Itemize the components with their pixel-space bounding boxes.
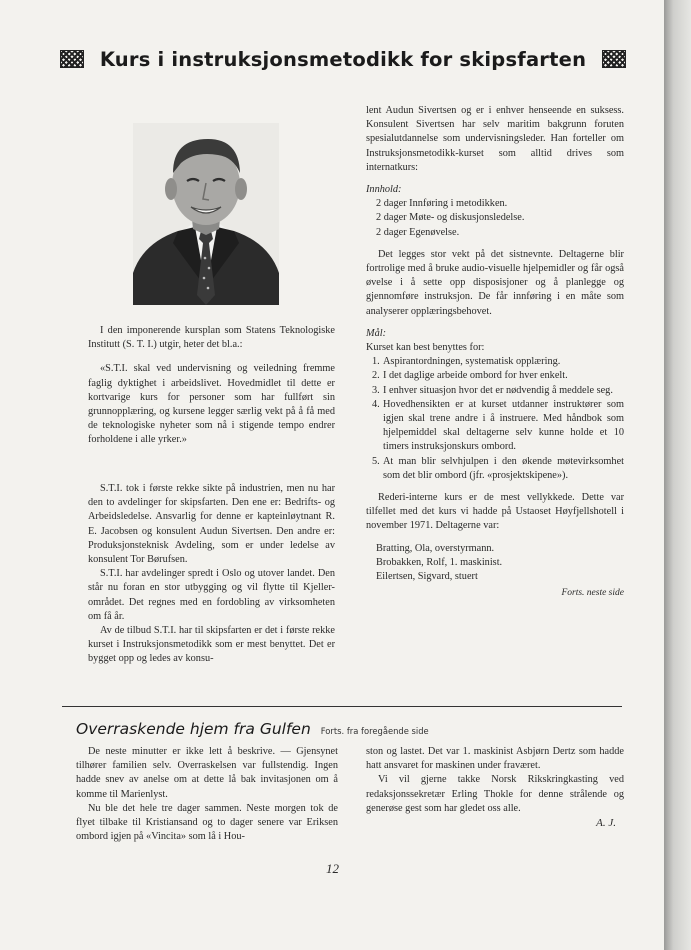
ornament-right-icon (602, 50, 626, 68)
left-column-intro (88, 324, 335, 448)
body-paragraph: lent Audun Sivertsen og er i enhver henseende en suksess. Konsulent Sivertsen har selv maritim bakgrunn foruten spesialutdannelse som undervisningsleder. Han forteller om Instruksjonsmetodikk-kurset som alltid drives som internatkurs: (366, 105, 624, 173)
body-paragraph: De neste minutter er ikke lett å beskrive. — Gjensynet tilhører familien selv. Overraskelsen var fullstendig. Ingen hadde snev av anelse om at dette lå bak invitasjonen om å komme til Marienlyst. (76, 746, 338, 800)
participant: Bratting, Ola, overstyrmann. (376, 542, 495, 554)
body-paragraph: Av de tilbud S.T.I. har til skipsfarten er det i første rekke kurset i Instruksjonsmetodikk som er mest benyttet. Det er bygget opp og ledes av konsu- (88, 625, 335, 665)
innhold-item: 2 dager Innføring i metodikken. (376, 198, 508, 210)
signature: A. J. (596, 817, 616, 830)
maal-list (366, 355, 624, 483)
continued-note: Forts. neste side (561, 588, 624, 599)
body-paragraph: Vi vil gjerne takke Norsk Rikskringkasting ved redaksjonssekretær Erling Thokle for denne strålende og generøse gest som har gledet oss alle. (366, 774, 624, 814)
maal-label: Mål: (366, 327, 387, 339)
bottom-left-column (76, 745, 338, 844)
participant: Brobakken, Rolf, 1. maskinist. (376, 556, 503, 568)
page-title: Kurs i instruksjonsmetodikk for skipsfarten (99, 47, 587, 71)
portrait-illustration (133, 123, 279, 305)
body-paragraph: S.T.I. har avdelinger spredt i Oslo og utover landet. Den står nu foran en stor utbygging og vil flytte til Kjeller-området. Det regnes med en fordobling av virksomheten om få år. (88, 568, 335, 622)
bottom-article-header (76, 720, 429, 738)
bottom-article-title: Overraskende hjem fra Gulfen (76, 720, 311, 738)
participant: Eilertsen, Sigvard, stuert (376, 571, 478, 583)
continued-from-note: Forts. fra foregående side (320, 726, 429, 736)
innhold-item: 2 dager Egenøvelse. (376, 226, 460, 238)
scan-page-edge (664, 0, 691, 950)
list-item: 2. I det daglige arbeide ombord for hver enkelt. (372, 370, 568, 382)
body-paragraph: Nu ble det hele tre dager sammen. Neste morgen tok de flyet tilbake til Kristiansand og to dager senere var Eriksen ombord igjen på «Vincita» som lå i Hou- (76, 802, 338, 843)
headline-bar (60, 44, 626, 74)
list-item: 5. At man blir selvhjulpen i den økende møtevirksomhet som det blir ombord (jfr. «prosjektskipene»). (372, 455, 624, 481)
body-paragraph: ston og lastet. Det var 1. maskinist Asbjørn Dertz som hadde hatt ansvaret for maskinen under fraværet. (366, 746, 624, 772)
bottom-right-column (366, 745, 624, 830)
maal-intro: Kurset kan best benyttes for: (366, 342, 485, 354)
right-column (366, 104, 624, 601)
body-paragraph: Rederi-interne kurs er de mest vellykkede. Dette var tilfellet med det kurs vi hadde på Ustaoset Høyfjellshotell i november 1971. Deltagerne var: (366, 492, 624, 532)
quote-paragraph: «S.T.I. skal ved undervisning og veiledning fremme faglig dyktighet i arbeidslivet. Hovedmidlet til dette er kortvarige kurs for personer som har fullført sin grunnopplæring, og kursene legger særlig vekt på å få med de teknologiske nyheter som nå i stigende tempo endrer forholdene i alle yrker.» (88, 363, 335, 446)
section-divider (62, 706, 622, 707)
participants-list (366, 542, 624, 585)
list-item: 3. I enhver situasjon hvor det er nødvendig å meddele seg. (372, 384, 613, 396)
body-paragraph: S.T.I. tok i første rekke sikte på industrien, men nu har den to avdelinger for skipsfarten. Den ene er: Bedrifts- og Arbeidsledelse. Ansvarlig for denne er kapteinløytnant R. E. Jacobsen og konsulent Audun Sivertsen. Den andre er: Produksjonsteknisk Avdeling, som er under ledelse av konsulent Tor Børufsen. (88, 483, 335, 566)
left-column-body (88, 482, 335, 667)
portrait-photo (133, 123, 279, 305)
body-paragraph: Det legges stor vekt på det sistnevnte. Deltagerne blir fortrolige med å bruke audio-visuelle hjelpemidler og får også øvelse i å sette opp disposisjoner og å planlegge og gjennomføre instruksjon. De får innføring i en måte som analyserer opplæringsbehovet. (366, 248, 624, 317)
list-item: 1. Aspirantordningen, systematisk opplæring. (372, 356, 561, 368)
ornament-left-icon (60, 50, 84, 68)
innhold-item: 2 dager Møte- og diskusjonsledelse. (376, 212, 525, 224)
list-item: 4. Hovedhensikten er at kurset utdanner instruktører som igjen skal trene andre i å instruere. Med håndbok som hjelpemiddel skal deltagerne selv kunne holde et 10 timers instruksjonskurs ombord. (372, 398, 624, 453)
innhold-list (366, 197, 624, 240)
page-number: 12 (326, 861, 339, 876)
innhold-label: Innhold: (366, 184, 402, 196)
intro-paragraph: I den imponerende kursplan som Statens Teknologiske Institutt (S. T. I.) utgir, heter det bl.a.: (88, 325, 335, 351)
